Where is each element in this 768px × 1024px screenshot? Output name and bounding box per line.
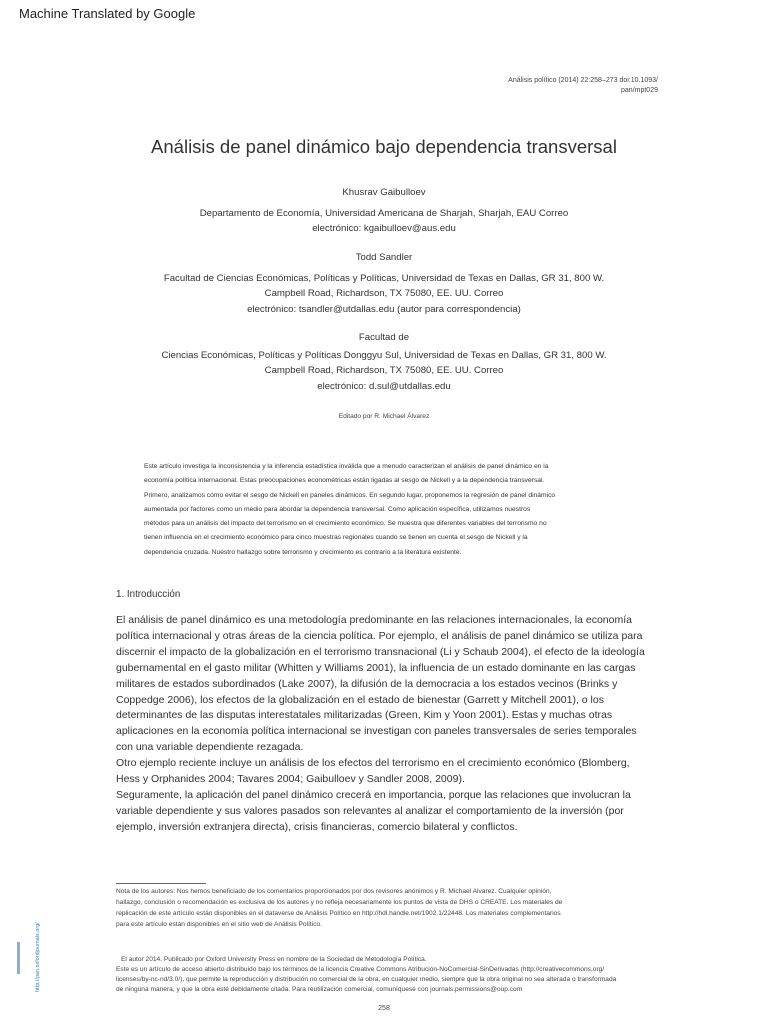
section-heading: 1. Introducción bbox=[116, 589, 181, 600]
author-name: Khusrav Gaibulloev bbox=[342, 187, 426, 198]
copyright-notice bbox=[116, 955, 656, 995]
copyright-line: licenses/by-nc-nd/3.0/), que permite la reproducción y distribución no comercial de la obra, en cualquier medio, siempre que la obra original no sea alterada o transformada bbox=[116, 976, 617, 983]
copyright-line: El autor 2014. Publicado por Oxford University Press en nombre de la Sociedad de Metodología Política. bbox=[121, 956, 427, 963]
citation bbox=[458, 76, 658, 96]
author-affiliation: Campbell Road, Richardson, TX 75080, EE. UU. Correo bbox=[264, 365, 504, 376]
citation-line: Análisis político (2014) 22:258–273 doi:10.1093/ bbox=[508, 77, 658, 84]
author-affiliation: electrónico: d.sul@utdallas.edu bbox=[317, 380, 451, 392]
author-block-1 bbox=[0, 185, 768, 237]
copyright-line: de ninguna manera, y que la obra esté debidamente citada. Para reutilización comercial, comuníquese con journals.permissions@oup.com bbox=[116, 986, 523, 993]
abstract-line: economía política internacional. Estas preocupaciones econométricas están ligadas al sesgo de Nickell y a la dependencia transversal. bbox=[144, 477, 545, 485]
footnote-line: replicación de este artículo están disponibles en el dataverse de Análisis Político en http://hdl.handle.net/1902.1/22448. Los materiales complementarios bbox=[116, 910, 561, 918]
author-affiliation: Campbell Road, Richardson, TX 75080, EE. UU. Correo bbox=[264, 288, 504, 299]
body-paragraph: El análisis de panel dinámico es una metodología predominante en las relaciones internacionales, la economía política internacional y otras áreas de la ciencia política. Por ejemplo, el análisis de panel dinámico se utiliza para discernir el impacto de la globalización en el terrorismo transnacional (Li y Schaub 2004), el efecto de la ideología gubernamental en el gasto militar (Whitten y Williams 2001), la influencia de un estado dominante en las cargas militares de estados subordinados (Lake 2007), la difusión de la democracia a los estados vecinos (Brinks y Coppedge 2006), los efectos de la globalización en el estado de bienestar (Garrett y Mitchell 2001), o los determinantes de las disputas interestatales militarizadas (Green, Kim y Yoon 2001). Estas y muchas otras aplicaciones en la economía política internacional se investigan con paneles transversales de series temporales con una variable dependiente rezagada. bbox=[116, 614, 645, 754]
author-name: Todd Sandler bbox=[355, 252, 413, 263]
footnote-divider bbox=[116, 883, 206, 884]
author-block-3 bbox=[0, 330, 768, 394]
author-affiliation: electrónico: tsandler@utdallas.edu (autor para correspondencia) bbox=[247, 303, 521, 315]
paper-title: Análisis de panel dinámico bajo dependencia transversal bbox=[151, 136, 617, 157]
footnote-line: hallazgo, conclusión o recomendación es exclusiva de los autores y no refleja necesariamente los puntos de vista de DHS o CREATE. Los materiales de bbox=[116, 899, 563, 907]
body-paragraph: Otro ejemplo reciente incluye un análisis de los efectos del terrorismo en el crecimiento económico (Blomberg, Hess y Orphanides 2004; Tavares 2004; Gaibulloev y Sandler 2008, 2009). bbox=[116, 757, 630, 786]
citation-line: pan/mpt029 bbox=[621, 87, 658, 94]
footnote-line: Nota de los autores: Nos hemos beneficiado de los comentarios proporcionados por dos revisores anónimos y R. Michael Alvarez. Cualquier opinión, bbox=[116, 888, 552, 895]
copyright-line: Este es un artículo de acceso abierto distribuido bajo los términos de la licencia Creative Commons Atribución-NoComercial-SinDerivadas (http://creativecommons.org/ bbox=[116, 966, 605, 973]
body-text bbox=[116, 613, 656, 836]
editor-note: Editado por R. Michael Álvarez bbox=[338, 413, 430, 420]
footnote bbox=[116, 886, 656, 930]
author-affiliation: Facultad de bbox=[358, 332, 410, 343]
abstract-line: Este artículo investiga la inconsistencia y la inferencia estadística inválida que a menudo caracterizan el análisis de panel dinámico en la bbox=[144, 463, 549, 470]
watermark-link[interactable]: http://pan.oxfordjournals.org/ bbox=[34, 922, 41, 992]
page-number: 258 bbox=[378, 1005, 390, 1012]
author-affiliation: Ciencias Económicas, Políticas y Políticas Donggyu Sul, Universidad de Texas en Dallas, GR 31, 800 W. bbox=[161, 349, 607, 361]
abstract-line: tienen influencia en el crecimiento económico para cinco muestras regionales cuando se tienen en cuenta el sesgo de Nickell y la bbox=[144, 534, 528, 542]
author-block-2 bbox=[0, 250, 768, 317]
author-affiliation: electrónico: kgaibulloev@aus.edu bbox=[312, 223, 456, 234]
footnote-line: para este artículo están disponibles en el sitio web de Análisis Político. bbox=[116, 921, 322, 929]
body-paragraph: Seguramente, la aplicación del panel dinámico crecerá en importancia, porque las relaciones que involucran la variable dependiente y sus valores pasados son relevantes al analizar el comportamiento de la inversión (por ejemplo, inversión extranjera directa), crisis financieras, comercio bilateral y conflictos. bbox=[116, 788, 631, 833]
machine-translated-banner: Machine Translated by Google bbox=[19, 6, 196, 21]
abstract-line: métodos para un análisis del impacto del terrorismo en el crecimiento económico. Se muestra que diferentes variables del terrorismo no bbox=[144, 520, 547, 528]
abstract-line: dependencia cruzada. Nuestro hallazgo sobre terrorismo y crecimiento es contrario a la literatura existente. bbox=[144, 548, 462, 556]
download-watermark[interactable] bbox=[15, 922, 41, 992]
abstract bbox=[144, 460, 631, 560]
author-affiliation: Facultad de Ciencias Económicas, Políticas y Políticas, Universidad de Texas en Dallas, GR 31, 800 W. bbox=[163, 272, 605, 284]
abstract-line: aumentada por factores como un medio para abordar la dependencia transversal. Como aplicación específica, utilizamos nuestros bbox=[144, 505, 531, 513]
abstract-line: Primero, analizamos cómo evitar el sesgo de Nickell en paneles dinámicos. En segundo lugar, proponemos la regresión de panel dinámico bbox=[144, 491, 556, 499]
author-affiliation: Departamento de Economía, Universidad Americana de Sharjah, Sharjah, EAU Correo bbox=[199, 207, 569, 219]
watermark-bar bbox=[17, 942, 20, 974]
